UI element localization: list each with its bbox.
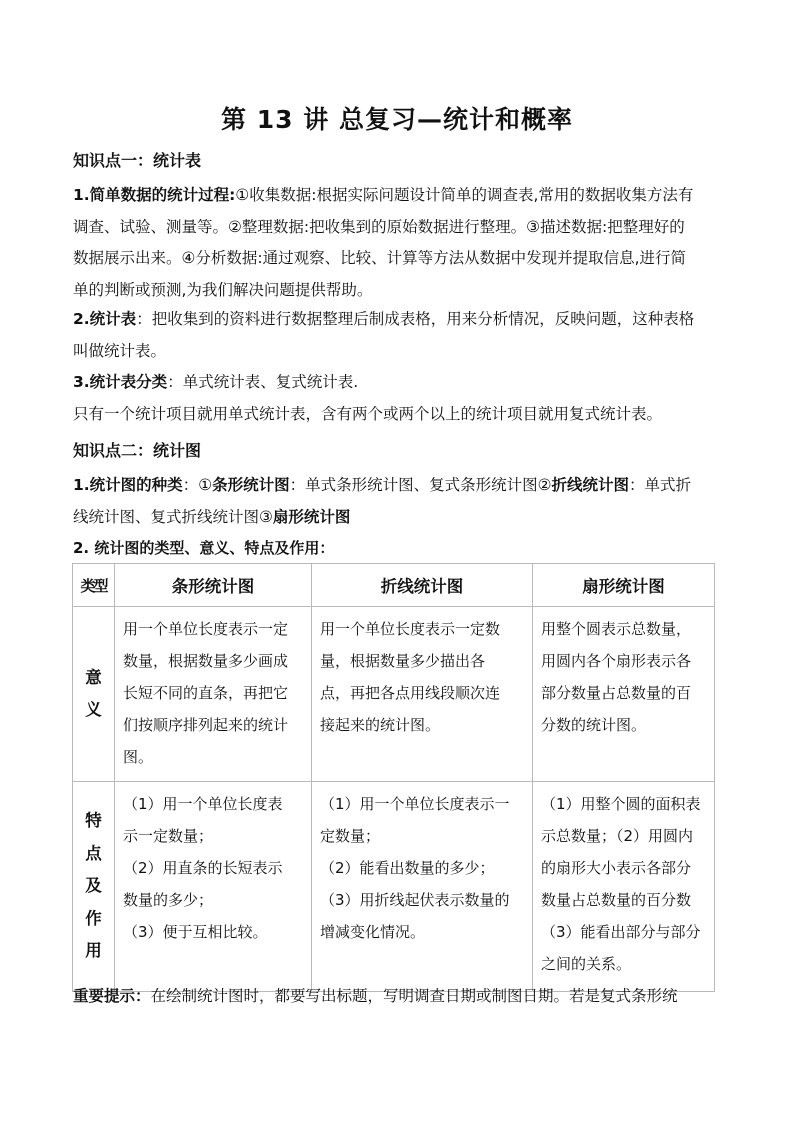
text-run: ：单式条形统计图、复式条形统计图② [289,476,552,494]
cell-line: （3）便于互相比较。 [123,923,268,941]
row-label-char: 特 [85,811,102,831]
cell-line: （3）能看出部分与部分 [541,923,701,941]
header-pie-chart: 扇形统计图 [533,564,715,607]
tip-label: 重要提示： [73,987,151,1005]
bar-chart-term: 条形统计图 [212,476,290,494]
cell-line: 们按顺序排列起来的统计 [123,716,289,734]
p1-line-3: 数据展示出来。④分析数据:通过观察、比较、计算等方法从数据中发现并提取信息,进行简 [73,249,687,267]
cell-line: （1）用整个圆的面积表 [541,795,701,813]
row-label-char: 用 [85,941,102,961]
cell-line: 之间的关系。 [541,955,632,973]
row-label-char: 义 [85,700,102,719]
comparison-table [72,563,715,992]
header-type: 类型 [73,564,115,607]
cell-line: （2）用直条的长短表示 [123,859,283,877]
cell-line: （1）用一个单位长度表示一 [320,795,510,813]
section2-paragraph-2: 2. 统计图的类型、意义、特点及作用： [73,539,335,557]
row-label-features [73,782,115,992]
table-row-features [73,782,715,992]
cell-line: 部分数量占总数量的百 [541,684,692,702]
cell-line: 图。 [123,748,154,766]
table-row-meaning [73,607,715,782]
row-label-char: 点 [85,843,102,863]
cell-line: （3）用折线起伏表示数量的 [320,891,510,909]
section1-heading: 知识点一：统计表 [73,151,202,170]
cell-bar-meaning [115,607,312,782]
table-header-row [73,564,715,607]
cell-bar-features [115,782,312,992]
header-line-chart: 折线统计图 [312,564,533,607]
section1-paragraph-2 [73,304,723,367]
cell-line: 量，根据数量多少描出各 [320,652,486,670]
section1-paragraph-1 [73,180,723,306]
p1-line-2: 调查、试验、测量等。②整理数据:把收集到的原始数据进行整理。③描述数据:把整理好的 [73,217,685,236]
cell-line: 数量占总数量的百分数 [541,891,692,909]
cell-line: 的扇形大小表示各部分 [541,859,692,877]
cell-line: 数量的多少； [123,891,214,909]
row-label-char: 及 [85,876,102,896]
cell-line: 长短不同的直条，再把它 [123,684,289,702]
cell-line: 示总数量；（2）用圆内 [541,827,694,845]
important-tip [73,981,733,1013]
cell-line: 用一个单位长度表示一定数 [320,620,501,638]
cell-line: 点，再把各点用线段顺次连 [320,684,501,702]
header-bar-chart: 条形统计图 [115,564,312,607]
cell-line: 示一定数量； [123,827,214,845]
text-run: 线统计图、复式折线统计图③ [73,507,273,526]
cell-pie-meaning [533,607,715,782]
row-label-char: 作 [85,908,102,928]
text-run: ：单式折 [629,476,692,494]
p2-label: 2.统计表 [73,310,137,328]
cell-line: 数量，根据数量多少画成 [123,652,289,670]
chart-types-label: 1.统计图的种类 [73,476,183,494]
p4-text: 只有一个统计项目就用单式统计表，含有两个或两个以上的统计项目就用复式统计表。 [73,404,663,423]
section2-paragraph-1 [73,470,723,533]
cell-line-features [312,782,533,992]
section1-paragraph-3 [73,367,723,430]
cell-pie-features [533,782,715,992]
cell-line: （1）用一个单位长度表 [123,795,283,813]
cell-line: 定数量； [320,827,381,845]
line-chart-term: 折线统计图 [551,476,630,494]
cell-line: 用整个圆表示总数量， [541,620,692,638]
cell-line: （2）能看出数量的多少； [320,859,495,877]
page-title: 第 13 讲 总复习—统计和概率 [221,105,573,134]
cell-line: 分数的统计图。 [541,716,647,734]
cell-line: 增减变化情况。 [320,923,426,941]
pie-chart-term: 扇形统计图 [272,507,351,526]
p3-label: 3.统计表分类 [73,373,168,391]
p3-text: ：单式统计表、复式统计表. [167,373,359,391]
row-label-meaning [73,607,115,782]
text-run: ：① [182,476,213,494]
p1-line-1: ①收集数据:根据实际问题设计简单的调查表,常用的数据收集方法有 [235,186,694,204]
row-label-char: 意 [85,667,102,687]
p2-line-2: 叫做统计表。 [73,341,167,360]
p1-label: 1.简单数据的统计过程: [73,186,236,204]
section2-heading: 知识点二：统计图 [73,441,202,460]
cell-line: 接起来的统计图。 [320,716,441,734]
tip-text: 在绘制统计图时，都要写出标题，写明调查日期或制图日期。若是复式条形统 [150,987,678,1005]
cell-line-meaning [312,607,533,782]
p1-line-4: 单的判断或预测,为我们解决问题提供帮助。 [73,280,373,299]
p2-line-1: ：把收集到的资料进行数据整理后制成表格，用来分析情况，反映问题，这种表格 [136,310,695,328]
cell-line: 用圆内各个扇形表示各 [541,652,692,670]
cell-line: 用一个单位长度表示一定 [123,620,289,638]
